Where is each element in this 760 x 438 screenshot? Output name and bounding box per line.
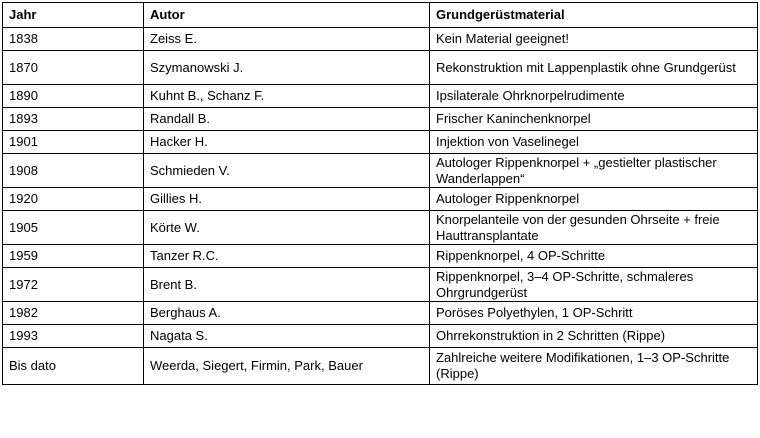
author-cell: Randall B. — [144, 108, 430, 131]
table-row — [3, 245, 758, 268]
header-year: Jahr — [3, 3, 144, 28]
year-cell: Bis dato — [3, 348, 144, 385]
author-cell: Körte W. — [144, 211, 430, 245]
table-row — [3, 51, 758, 85]
material-cell: Rekonstruktion mit Lappenplastik ohne Grundgerüst — [430, 51, 758, 85]
year-cell: 1908 — [3, 154, 144, 188]
author-cell: Nagata S. — [144, 325, 430, 348]
history-table — [2, 2, 758, 385]
year-cell: 1905 — [3, 211, 144, 245]
material-cell: Zahlreiche weitere Modifikationen, 1–3 OP-Schritte (Rippe) — [430, 348, 758, 385]
material-cell: Autologer Rippenknorpel + „gestielter plastischer Wanderlappen“ — [430, 154, 758, 188]
author-cell: Schmieden V. — [144, 154, 430, 188]
author-cell: Tanzer R.C. — [144, 245, 430, 268]
material-cell: Ohrrekonstruktion in 2 Schritten (Rippe) — [430, 325, 758, 348]
author-cell: Zeiss E. — [144, 28, 430, 51]
table-row — [3, 131, 758, 154]
header-material: Grundgerüstmaterial — [430, 3, 758, 28]
year-cell: 1972 — [3, 268, 144, 302]
header-author: Autor — [144, 3, 430, 28]
material-cell: Rippenknorpel, 4 OP-Schritte — [430, 245, 758, 268]
year-cell: 1870 — [3, 51, 144, 85]
material-cell: Ipsilaterale Ohrknorpelrudimente — [430, 85, 758, 108]
table-row — [3, 325, 758, 348]
material-cell: Injektion von Vaselinegel — [430, 131, 758, 154]
author-cell: Kuhnt B., Schanz F. — [144, 85, 430, 108]
header-row — [3, 3, 758, 28]
material-cell: Knorpelanteile von der gesunden Ohrseite + freie Hauttransplantate — [430, 211, 758, 245]
year-cell: 1893 — [3, 108, 144, 131]
material-cell: Rippenknorpel, 3–4 OP-Schritte, schmaleres Ohrgrundgerüst — [430, 268, 758, 302]
table-row — [3, 108, 758, 131]
author-cell: Hacker H. — [144, 131, 430, 154]
table-row — [3, 302, 758, 325]
year-cell: 1982 — [3, 302, 144, 325]
year-cell: 1901 — [3, 131, 144, 154]
year-cell: 1920 — [3, 188, 144, 211]
table-row — [3, 348, 758, 385]
table-row — [3, 28, 758, 51]
year-cell: 1959 — [3, 245, 144, 268]
material-cell: Autologer Rippenknorpel — [430, 188, 758, 211]
table-row — [3, 188, 758, 211]
author-cell: Berghaus A. — [144, 302, 430, 325]
year-cell: 1890 — [3, 85, 144, 108]
author-cell: Szymanowski J. — [144, 51, 430, 85]
author-cell: Weerda, Siegert, Firmin, Park, Bauer — [144, 348, 430, 385]
table-row — [3, 154, 758, 188]
year-cell: 1993 — [3, 325, 144, 348]
author-cell: Brent B. — [144, 268, 430, 302]
material-cell: Poröses Polyethylen, 1 OP-Schritt — [430, 302, 758, 325]
table-row — [3, 268, 758, 302]
table-row — [3, 85, 758, 108]
material-cell: Kein Material geeignet! — [430, 28, 758, 51]
author-cell: Gillies H. — [144, 188, 430, 211]
material-cell: Frischer Kaninchenknorpel — [430, 108, 758, 131]
year-cell: 1838 — [3, 28, 144, 51]
table-row — [3, 211, 758, 245]
